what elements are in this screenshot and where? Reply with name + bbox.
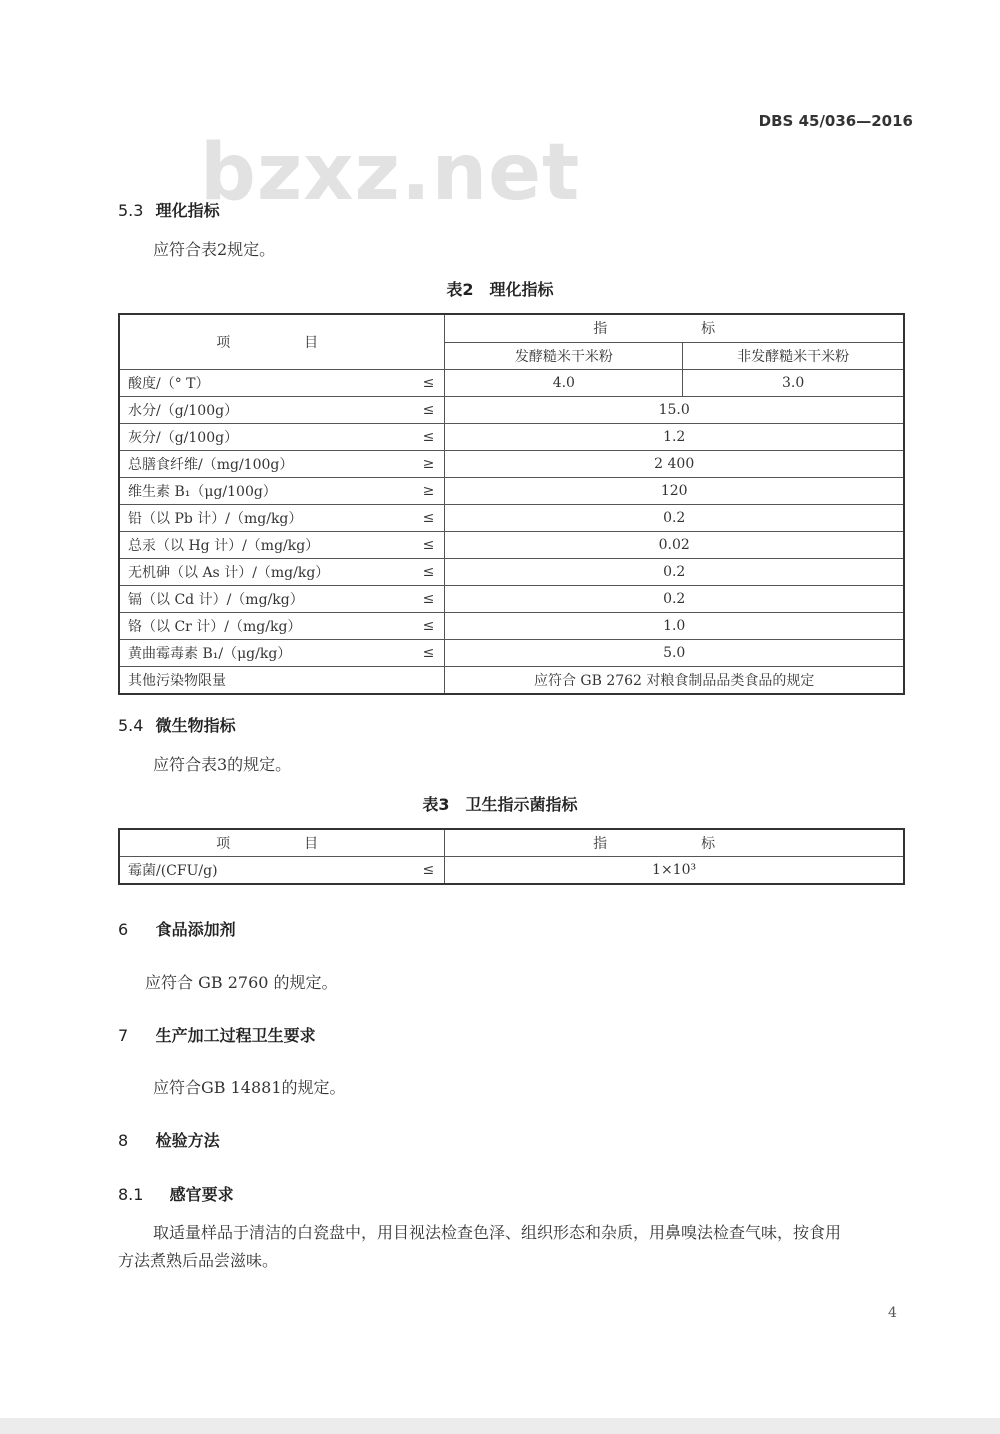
row-label: 无机砷（以 As 计）/（mg/kg） [119,559,395,586]
header-fermented: 发酵糙米干米粉 [445,342,683,370]
row-symbol: ≤ [395,613,445,640]
bottom-strip [0,1418,1000,1434]
row-value: 15.0 [445,397,904,424]
section-heading-8-1 [118,1182,234,1205]
row-value: 1.0 [445,613,904,640]
row-label: 维生素 B₁（μg/100g） [119,478,395,505]
standard-code: DBS 45/036—2016 [758,112,913,130]
table-row [119,370,904,397]
section-number: 8 [118,1131,129,1150]
paragraph: 应符合 GB 2760 的规定。 [145,973,338,992]
row-symbol: ≤ [395,586,445,613]
table-row [119,613,904,640]
table-caption: 表3 卫生指示菌指标 [422,795,578,814]
row-value: 1.2 [445,424,904,451]
section-heading-7 [118,1023,316,1046]
paragraph-line-1: 取适量样品于清洁的白瓷盘中，用目视法检查色泽、组织形态和杂质，用鼻嗅法检查气味，按食用 [153,1223,842,1242]
row-label: 总膳食纤维/（mg/100g） [119,451,395,478]
row-symbol: ≤ [395,640,445,667]
section-number: 5.3 [118,201,144,220]
row-label: 铅（以 Pb 计）/（mg/kg） [119,505,395,532]
row-symbol: ≥ [395,478,445,505]
row-label: 铬（以 Cr 计）/（mg/kg） [119,613,395,640]
section-heading-5-4 [118,713,236,736]
paragraph: 应符合表2规定。 [153,240,276,259]
row-label: 黄曲霉毒素 B₁/（μg/kg） [119,640,395,667]
table-row [119,397,904,424]
section-heading-6 [118,917,236,940]
section-heading-8 [118,1128,220,1151]
row-value-non-fermented: 3.0 [683,370,904,397]
table-row [119,640,904,667]
row-symbol: ≤ [395,370,445,397]
header-item: 项 目 [119,829,445,857]
row-label: 霉菌/(CFU/g) [119,857,395,885]
row-value: 应符合 GB 2762 对粮食制品品类食品的规定 [445,667,904,695]
paragraph-line-2: 方法煮熟后品尝滋味。 [118,1251,279,1270]
row-label: 酸度/（° T） [119,370,395,397]
row-symbol: ≤ [395,857,445,885]
row-value: 120 [445,478,904,505]
watermark: bzxz.net [200,128,581,218]
row-symbol: ≤ [395,532,445,559]
row-value: 0.02 [445,532,904,559]
row-label: 水分/（g/100g） [119,397,395,424]
paragraph: 应符合表3的规定。 [153,755,292,774]
section-title: 食品添加剂 [155,920,236,939]
section-title: 生产加工过程卫生要求 [155,1026,316,1045]
table-row [119,532,904,559]
row-value: 0.2 [445,559,904,586]
page-number: 4 [888,1305,897,1321]
row-symbol: ≥ [395,451,445,478]
table-row [119,586,904,613]
row-label: 镉（以 Cd 计）/（mg/kg） [119,586,395,613]
row-value: 5.0 [445,640,904,667]
header-index: 指 标 [445,314,904,342]
row-symbol: ≤ [395,559,445,586]
table-row [119,559,904,586]
section-number: 7 [118,1026,129,1045]
paragraph: 应符合GB 14881的规定。 [153,1078,346,1097]
table-row [119,505,904,532]
header-non-fermented: 非发酵糙米干米粉 [683,342,904,370]
row-label: 其他污染物限量 [119,667,445,695]
section-number: 6 [118,920,129,939]
row-label: 灰分/（g/100g） [119,424,395,451]
row-value: 0.2 [445,505,904,532]
header-item: 项 目 [119,314,445,370]
table-row [119,857,904,885]
header-index: 指 标 [445,829,904,857]
table-row [119,424,904,451]
row-value-fermented: 4.0 [445,370,683,397]
row-value: 0.2 [445,586,904,613]
row-value: 1×10³ [445,857,904,885]
table-row [119,451,904,478]
table-microbial [118,828,905,885]
row-symbol: ≤ [395,397,445,424]
section-heading-5-3 [118,198,220,221]
section-title: 检验方法 [155,1131,220,1150]
row-symbol: ≤ [395,424,445,451]
section-title: 感官要求 [169,1185,234,1204]
section-title: 微生物指标 [155,716,236,735]
section-title: 理化指标 [155,201,220,220]
row-value: 2 400 [445,451,904,478]
row-label: 总汞（以 Hg 计）/（mg/kg） [119,532,395,559]
section-number: 8.1 [118,1185,144,1204]
table-physicochemical [118,313,905,695]
table-row [119,667,904,695]
table-row [119,478,904,505]
table-caption: 表2 理化指标 [446,280,554,299]
section-number: 5.4 [118,716,144,735]
row-symbol: ≤ [395,505,445,532]
